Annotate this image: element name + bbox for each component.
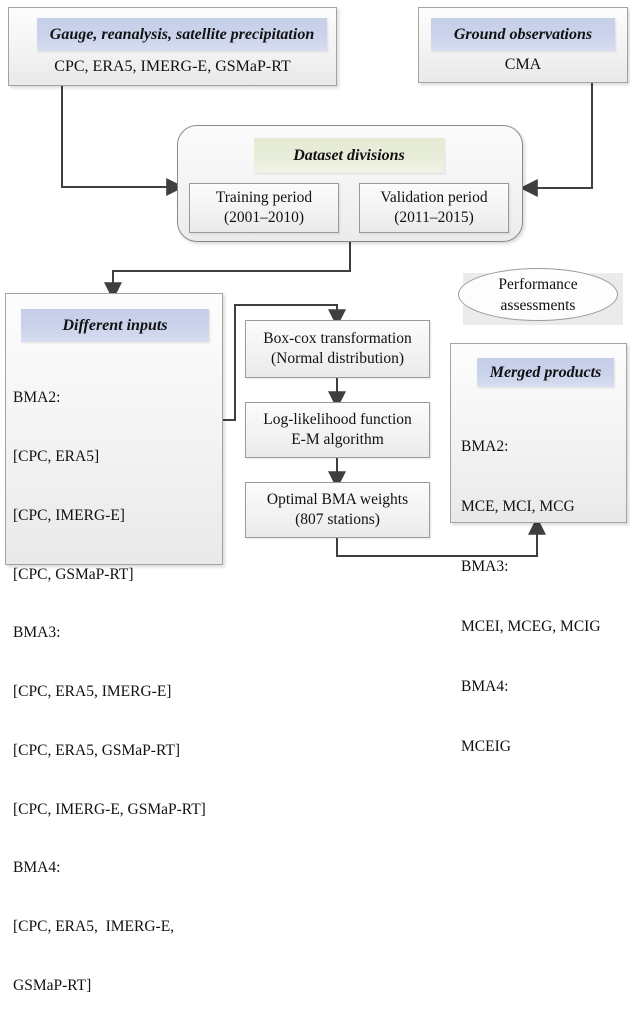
merged-products-box [450,343,627,755]
merged-line: MCEIG [461,738,511,755]
inputs-line: BMA4: [13,859,61,877]
inputs-line: GSMaP-RT] [13,977,92,994]
arrow-divisions-to-inputs [113,242,350,284]
merged-line: BMA3: [461,558,509,575]
boxcox-line2: (Normal distribution) [270,350,405,367]
merged-products-title: Merged products [477,358,614,387]
inputs-line: [CPC, ERA5, GSMaP-RT] [13,741,181,759]
loglik-line1: Log-likelihood function [263,411,412,428]
log-likelihood-box [245,402,430,458]
inputs-line: [CPC, ERA5, IMERG-E] [13,683,172,701]
ground-observations-title: Ground observations [431,18,615,51]
merged-products-list [461,397,624,797]
merged-line: MCEI, MCEG, MCIG [461,618,601,635]
optimal-bma-weights-box [245,482,430,538]
training-period-line2: (2001–2010) [223,209,305,226]
validation-period-line2: (2011–2015) [394,209,474,226]
boxcox-transformation-box [245,320,430,378]
ground-observations-items: CMA [504,56,542,73]
sources-box [8,7,337,86]
inputs-line: [CPC, ERA5, IMERG-E, [13,918,175,936]
merged-line: BMA2: [461,438,509,455]
optimal-line1: Optimal BMA weights [266,491,409,508]
different-inputs-box [5,293,223,994]
validation-period-box [359,183,509,233]
boxcox-line1: Box-cox transformation [263,330,412,347]
performance-line2: assessments [500,296,576,314]
dataset-divisions-container [177,125,523,242]
training-period-box [189,183,339,233]
training-period-line1: Training period [215,189,313,206]
arrow-sources-to-divisions [62,86,168,187]
inputs-line: [CPC, GSMaP-RT] [13,565,134,583]
inputs-line: BMA3: [13,624,61,642]
inputs-line: [CPC, IMERG-E] [13,506,125,524]
validation-period-line1: Validation period [380,189,488,206]
inputs-line: BMA2: [13,389,61,407]
ground-observations-box [418,7,628,83]
arrow-ground-to-divisions [536,83,592,188]
sources-title: Gauge, reanalysis, satellite precipitation [37,18,327,51]
inputs-line: [CPC, IMERG-E, GSMaP-RT] [13,800,206,818]
different-inputs-title: Different inputs [21,309,209,342]
optimal-line2: (807 stations) [295,511,380,528]
dataset-divisions-title: Dataset divisions [254,138,444,173]
inputs-line: [CPC, ERA5] [13,447,100,465]
loglik-line2: E-M algorithm [291,431,384,448]
performance-assessments-ellipse [458,268,618,321]
different-inputs-list [13,349,220,1035]
merged-line: MCE, MCI, MCG [461,498,575,515]
merged-line: BMA4: [461,678,509,695]
performance-line1: Performance [498,275,578,293]
sources-items: CPC, ERA5, IMERG-E, GSMaP-RT [54,58,291,75]
